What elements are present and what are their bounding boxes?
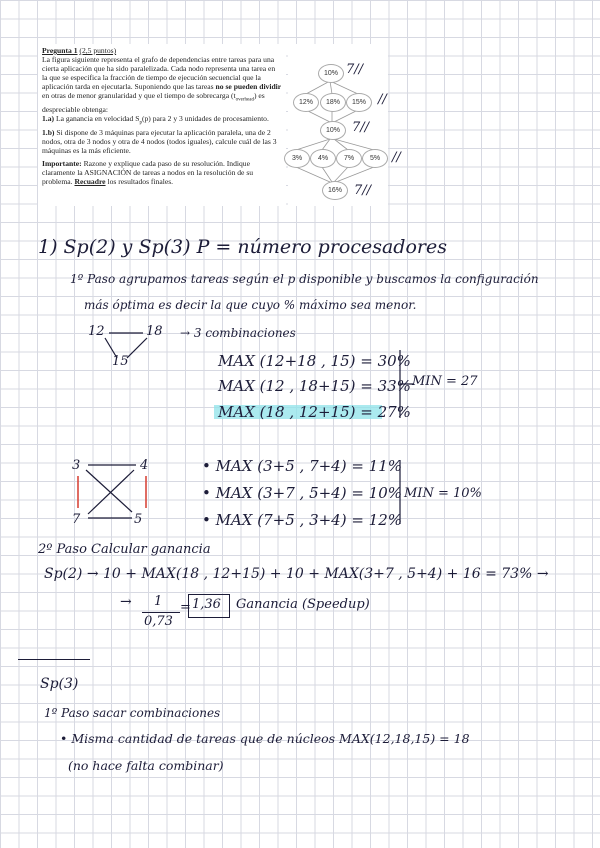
combinations-label: → 3 combinaciones <box>180 326 296 340</box>
bullet-1: • Misma cantidad de tareas que de núcleos MAX(12,18,15) = 18 <box>60 731 470 746</box>
min-result-2: MIN = 10% <box>404 486 482 501</box>
sp3-heading: Sp(3) <box>40 676 79 692</box>
triangle-node: 15 <box>112 354 129 369</box>
part-a-sub: p <box>139 120 142 126</box>
fraction-bar <box>142 612 180 613</box>
part-a-label: 1.a) <box>42 114 55 124</box>
important-text2: los resultados finales. <box>107 177 174 187</box>
graph-node: 15% <box>346 93 372 112</box>
dependency-graph <box>288 44 388 206</box>
important-text: Razone y explique cada paso de su resolución. Indique claramente la ASIGNACIÓN de tareas a nodos en la resolución de su problema. <box>42 159 254 187</box>
question-bold: no se pueden dividir <box>215 82 282 92</box>
notes-heading: 1) Sp(2) y Sp(3) P = número procesadores <box>38 236 447 258</box>
max-line-3: MAX (18 , 12+15) = 27% <box>218 403 411 421</box>
graph-node: 7% <box>336 149 362 168</box>
important-recuadre: Recuadre <box>74 177 106 187</box>
question-title: Pregunta 1 <box>42 46 78 55</box>
question-sub: overhead <box>235 97 254 103</box>
triangle-node: 18 <box>146 324 163 339</box>
fraction-numerator: 1 <box>154 594 163 609</box>
graph-node: 18% <box>320 93 346 112</box>
gain-label: Ganancia (Speedup) <box>236 597 370 612</box>
part-a-text: La ganancia en velocidad S <box>55 114 140 124</box>
question-intro3: ) es despreciable obtenga: <box>42 91 265 115</box>
square-node: 5 <box>134 512 143 527</box>
graph-mark: 7// <box>352 120 370 135</box>
graph-node: 10% <box>320 121 346 140</box>
square-node: 3 <box>72 458 81 473</box>
graph-mark: // <box>392 150 401 165</box>
question-intro2: en otras de menor granularidad y que el tiempo de sobrecarga (t <box>42 91 236 101</box>
step3-heading: 1º Paso sacar combinaciones <box>44 706 221 720</box>
section-divider <box>18 659 90 660</box>
question-intro: La figura siguiente representa el grafo de dependencias entre tareas para una cierta aplicación que ha sido paralelizada. Cada nodo representa una tarea en la que se especifica la fracción de tiempo de ejecución secuencial que la aplicación tarda en ejecutarla. Suponiendo que las tareas <box>42 55 276 92</box>
speedup-result: 1,36 <box>192 597 221 612</box>
speedup-2-formula: Sp(2) → 10 + MAX(18 , 12+15) + 10 + MAX(3+7 , 5+4) + 16 = 73% → <box>44 566 549 582</box>
graph-node: 16% <box>322 181 348 200</box>
graph-mark: 7// <box>346 62 364 77</box>
fraction-denominator: 0,73 <box>144 614 173 629</box>
max-line-4: • MAX (3+5 , 7+4) = 11% <box>202 457 403 475</box>
step1-line2: más óptima es decir la que cuyo % máximo sea menor. <box>84 298 417 312</box>
question-points: (2,5 puntos) <box>79 46 117 55</box>
part-b-text: Si dispone de 3 máquinas para ejecutar la aplicación paralela, una de 2 nodos, otra de 3 nodos y otra de 4 nodos (todos iguales), calcule cuál de las 3 máquinas es la más eficiente. <box>42 127 277 155</box>
graph-mark: 7// <box>354 183 372 198</box>
graph-node: 10% <box>318 64 344 83</box>
part-b-label: 1.b) <box>42 127 55 137</box>
triangle-node: 12 <box>88 324 105 339</box>
question-text <box>42 46 282 186</box>
square-node: 4 <box>140 458 149 473</box>
graph-node: 3% <box>284 149 310 168</box>
step1-line1: 1º Paso agrupamos tareas según el p disponible y buscamos la configuración <box>70 272 539 286</box>
bullet-2: (no hace falta combinar) <box>68 758 224 773</box>
step2-heading: 2º Paso Calcular ganancia <box>38 542 211 557</box>
fraction-equals: = <box>180 600 191 615</box>
question-card <box>38 44 286 206</box>
graph-node: 5% <box>362 149 388 168</box>
part-a-text2: (p) para 2 y 3 unidades de procesamiento. <box>141 114 269 124</box>
graph-mark: // <box>378 92 387 107</box>
graph-node: 4% <box>310 149 336 168</box>
max-line-2: MAX (12 , 18+15) = 33% <box>218 377 411 395</box>
fraction-arrow: → <box>120 594 132 610</box>
max-line-1: MAX (12+18 , 15) = 30% <box>218 352 411 370</box>
graph-node: 12% <box>293 93 319 112</box>
min-result-1: MIN = 27 <box>412 374 478 389</box>
max-line-5: • MAX (3+7 , 5+4) = 10% <box>202 484 403 502</box>
square-node: 7 <box>72 512 81 527</box>
max-line-6: • MAX (7+5 , 3+4) = 12% <box>202 511 403 529</box>
important-label: Importante: <box>42 159 82 169</box>
